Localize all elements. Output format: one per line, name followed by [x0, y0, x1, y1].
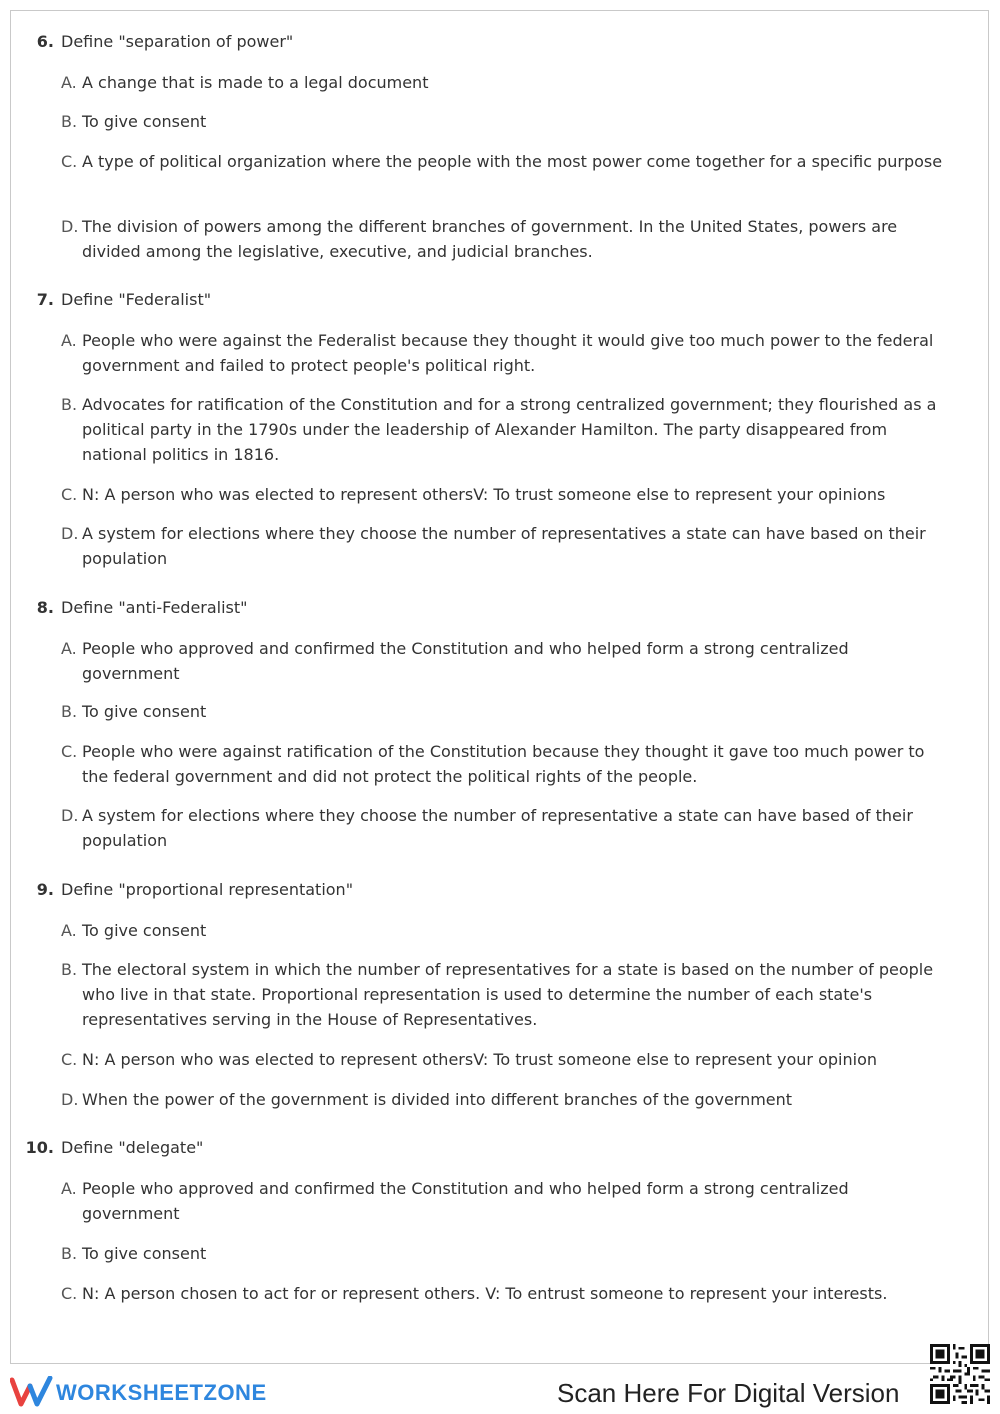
option-7d[interactable]: [61, 521, 951, 571]
option-letter: A.: [61, 73, 77, 92]
question-text: Define "anti-Federalist": [61, 598, 248, 617]
option-letter: D.: [61, 1090, 79, 1109]
option-letter: D.: [61, 524, 79, 543]
question-number: 8.: [36, 598, 54, 617]
option-letter: C.: [61, 742, 78, 761]
option-letter: B.: [61, 395, 78, 414]
option-text: A type of political organization where the people with the most power come together for a specific purpose: [82, 152, 943, 171]
option-letter: B.: [61, 960, 78, 979]
option-text: People who approved and confirmed the Constitution and who helped form a strong centralized government: [82, 639, 849, 683]
option-letter: C.: [61, 1284, 78, 1303]
brand-wordmark[interactable]: [56, 1380, 267, 1406]
option-text: To give consent: [82, 1244, 207, 1263]
option-letter: A.: [61, 921, 77, 940]
option-9b[interactable]: [61, 957, 951, 1032]
qr-code-icon[interactable]: [930, 1344, 990, 1404]
option-letter: C.: [61, 1050, 78, 1069]
question-number: 10.: [25, 1138, 54, 1157]
worksheet-page: [10, 10, 989, 1364]
option-text: To give consent: [82, 112, 207, 131]
option-9d[interactable]: [61, 1087, 951, 1112]
option-text: N: A person who was elected to represent othersV: To trust someone else to represent your opinions: [82, 485, 886, 504]
option-9c[interactable]: [61, 1047, 951, 1072]
option-text: N: A person who was elected to represent othersV: To trust someone else to represent your opinion: [82, 1050, 877, 1069]
option-text: A change that is made to a legal document: [82, 73, 429, 92]
option-8d[interactable]: [61, 803, 951, 853]
option-text: A system for elections where they choose the number of representative a state can have based of their population: [82, 806, 913, 850]
worksheetzone-logo-icon[interactable]: [10, 1376, 54, 1408]
option-text: Advocates for ratification of the Constitution and for a strong centralized government; they flourished as a political party in the 1790s under the leadership of Alexander Hamilton. The party disappeared from national politics in 1816.: [82, 395, 937, 464]
brand-word-worksheet: WORKSHEET: [56, 1380, 204, 1405]
question-number: 6.: [36, 32, 54, 51]
question-text: Define "proportional representation": [61, 880, 354, 899]
option-8c[interactable]: [61, 739, 951, 789]
option-letter: B.: [61, 702, 78, 721]
option-letter: C.: [61, 152, 78, 171]
question-text: Define "separation of power": [61, 32, 294, 51]
option-10a[interactable]: [61, 1176, 951, 1226]
option-10b[interactable]: [61, 1241, 951, 1266]
option-6a[interactable]: [61, 70, 951, 95]
option-8a[interactable]: [61, 636, 951, 686]
option-letter: D.: [61, 806, 79, 825]
option-7c[interactable]: [61, 482, 951, 507]
option-9a[interactable]: [61, 918, 951, 943]
option-6b[interactable]: [61, 109, 951, 134]
option-letter: C.: [61, 485, 78, 504]
page-footer: [0, 1366, 1000, 1414]
brand-word-zone: ZONE: [203, 1380, 267, 1405]
option-text: People who approved and confirmed the Constitution and who helped form a strong centralized government: [82, 1179, 849, 1223]
option-text: The division of powers among the different branches of government. In the United States, powers are divided among the legislative, executive, and judicial branches.: [82, 217, 898, 261]
option-text: A system for elections where they choose the number of representatives a state can have based on their population: [82, 524, 926, 568]
question-number: 9.: [36, 880, 54, 899]
option-6c[interactable]: [61, 149, 951, 174]
option-letter: B.: [61, 112, 78, 131]
option-letter: D.: [61, 217, 79, 236]
option-7a[interactable]: [61, 328, 951, 378]
option-letter: B.: [61, 1244, 78, 1263]
option-7b[interactable]: [61, 392, 951, 467]
option-10c[interactable]: [61, 1281, 951, 1306]
option-letter: A.: [61, 639, 77, 658]
option-text: To give consent: [82, 702, 207, 721]
option-6d[interactable]: [61, 214, 951, 264]
option-text: To give consent: [82, 921, 207, 940]
option-text: People who were against the Federalist because they thought it would give too much power to the federal government and failed to protect people's political right.: [82, 331, 934, 375]
option-text: People who were against ratification of the Constitution because they thought it gave too much power to the federal government and did not protect the political rights of the people.: [82, 742, 925, 786]
question-number: 7.: [36, 290, 54, 309]
option-text: When the power of the government is divided into different branches of the government: [82, 1090, 793, 1109]
question-text: Define "Federalist": [61, 290, 212, 309]
question-text: Define "delegate": [61, 1138, 204, 1157]
option-8b[interactable]: [61, 699, 951, 724]
option-text: The electoral system in which the number of representatives for a state is based on the number of people who live in that state. Proportional representation is used to determine the number of each state's representatives serving in the House of Representatives.: [82, 960, 934, 1029]
option-text: N: A person chosen to act for or represent others. V: To entrust someone to represent your interests.: [82, 1284, 888, 1303]
scan-caption: Scan Here For Digital Version: [557, 1378, 900, 1408]
option-letter: A.: [61, 1179, 77, 1198]
option-letter: A.: [61, 331, 77, 350]
